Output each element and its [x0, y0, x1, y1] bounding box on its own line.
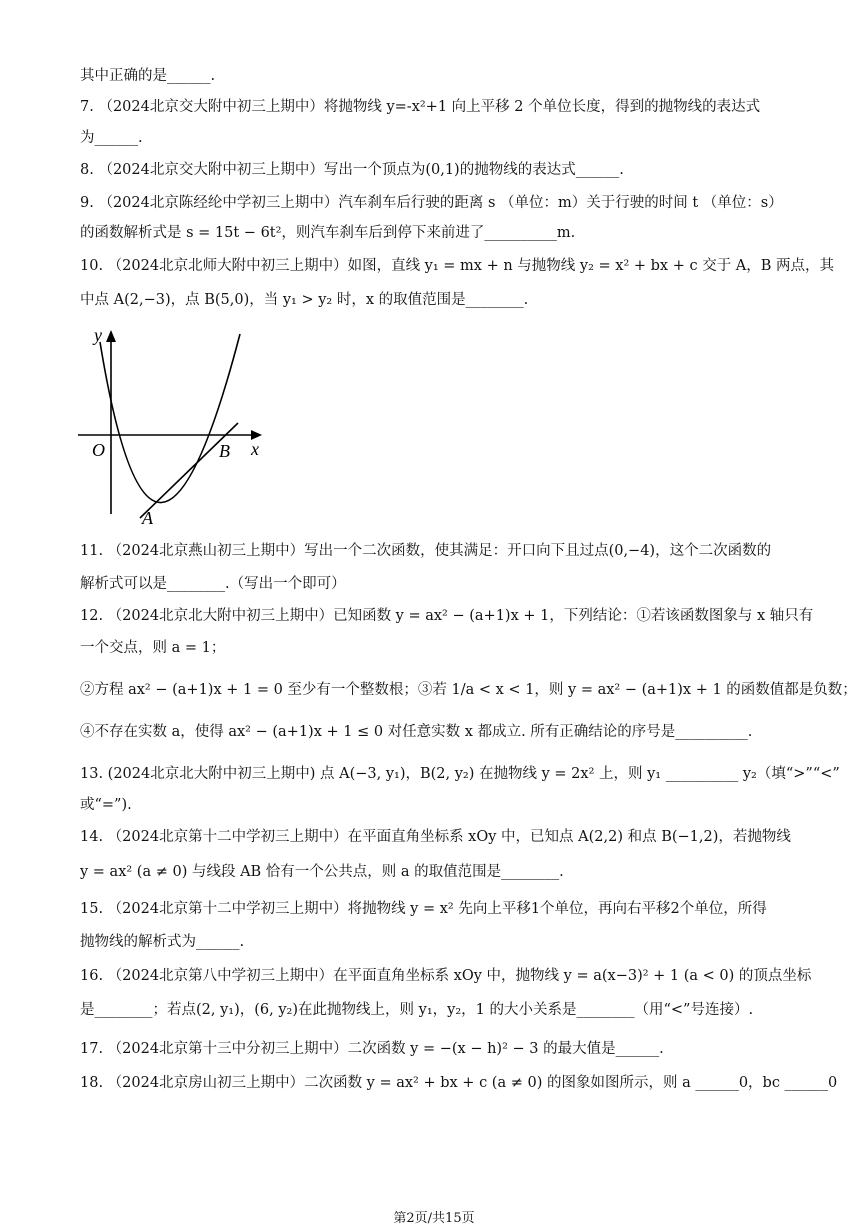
origin-label: O	[92, 440, 105, 460]
x-label: x	[251, 439, 259, 459]
text-line: 为______.	[80, 130, 143, 146]
text-line: y = ax² (a ≠ 0) 与线段 AB 恰有一个公共点，则 a 的取值范围是________.	[80, 864, 564, 880]
question-9: 9. （2024北京陈经纶中学初三上期中）汽车刹车后行驶的距离 s （单位：m）关于行驶的时间 t （单位：s）	[80, 195, 783, 211]
question-11: 11. （2024北京燕山初三上期中）写出一个二次函数，使其满足：开口向下且过点(0,−4)，这个二次函数的	[80, 543, 772, 559]
y-label: y	[94, 325, 102, 345]
y-axis-arrow	[106, 330, 116, 342]
question-15: 15. （2024北京第十二中学初三上期中）将抛物线 y = x² 先向上平移1个单位，再向右平移2个单位，所得	[80, 901, 767, 917]
parabola-figure	[78, 322, 268, 532]
point-b-label: B	[219, 441, 230, 461]
text-line: ②方程 ax² − (a+1)x + 1 = 0 至少有一个整数根；③若 1/a < x < 1，则 y = ax² − (a+1)x + 1 的函数值都是负数；	[80, 682, 857, 698]
text-line: 抛物线的解析式为______.	[80, 934, 245, 950]
question-10: 10. （2024北京北师大附中初三上期中）如图，直线 y₁ = mx + n 与抛物线 y₂ = x² + bx + c 交于 A，B 两点，其	[80, 258, 835, 274]
parabola-curve	[100, 334, 240, 503]
text-line: 是________；若点(2, y₁)，(6, y₂)在此抛物线上，则 y₁，y₂，1 的大小关系是________（用“<”号连接）.	[80, 1002, 754, 1018]
question-8: 8. （2024北京交大附中初三上期中）写出一个顶点为(0,1)的抛物线的表达式______.	[80, 162, 624, 178]
text-line: 一个交点，则 a = 1；	[80, 640, 226, 656]
question-12: 12. （2024北京北大附中初三上期中）已知函数 y = ax² − (a+1)x + 1，下列结论：①若该函数图象与 x 轴只有	[80, 608, 814, 624]
question-16: 16. （2024北京第八中学初三上期中）在平面直角坐标系 xOy 中，抛物线 y = a(x−3)² + 1 (a < 0) 的顶点坐标	[80, 968, 812, 984]
question-18: 18. （2024北京房山初三上期中）二次函数 y = ax² + bx + c (a ≠ 0) 的图象如图所示，则 a ______0，bc ______0	[80, 1075, 838, 1091]
text-line: 其中正确的是______.	[80, 68, 216, 84]
text-line: ④不存在实数 a，使得 ax² − (a+1)x + 1 ≤ 0 对任意实数 x 都成立. 所有正确结论的序号是__________.	[80, 724, 753, 740]
page-footer: 第2页/共15页	[393, 1211, 475, 1226]
question-7: 7. （2024北京交大附中初三上期中）将抛物线 y=-x²+1 向上平移 2 个单位长度，得到的抛物线的表达式	[80, 99, 761, 115]
text-line: 或“=”).	[80, 797, 132, 813]
question-14: 14. （2024北京第十二中学初三上期中）在平面直角坐标系 xOy 中，已知点 A(2,2) 和点 B(−1,2)，若抛物线	[80, 829, 791, 845]
line-ab	[140, 423, 238, 518]
text-line: 的函数解析式是 s = 15t − 6t²，则汽车刹车后到停下来前进了__________m.	[80, 225, 576, 241]
question-17: 17. （2024北京第十三中分初三上期中）二次函数 y = −(x − h)² − 3 的最大值是______.	[80, 1041, 664, 1057]
text-line: 中点 A(2,−3)，点 B(5,0)，当 y₁ > y₂ 时，x 的取值范围是________.	[80, 292, 529, 308]
question-13: 13. (2024北京北大附中初三上期中) 点 A(−3, y₁)，B(2, y₂) 在抛物线 y = 2x² 上，则 y₁ __________ y₂（填“>”“<”	[80, 766, 840, 782]
text-line: 解析式可以是________.（写出一个即可）	[80, 576, 346, 592]
point-a-label: A	[142, 508, 153, 528]
